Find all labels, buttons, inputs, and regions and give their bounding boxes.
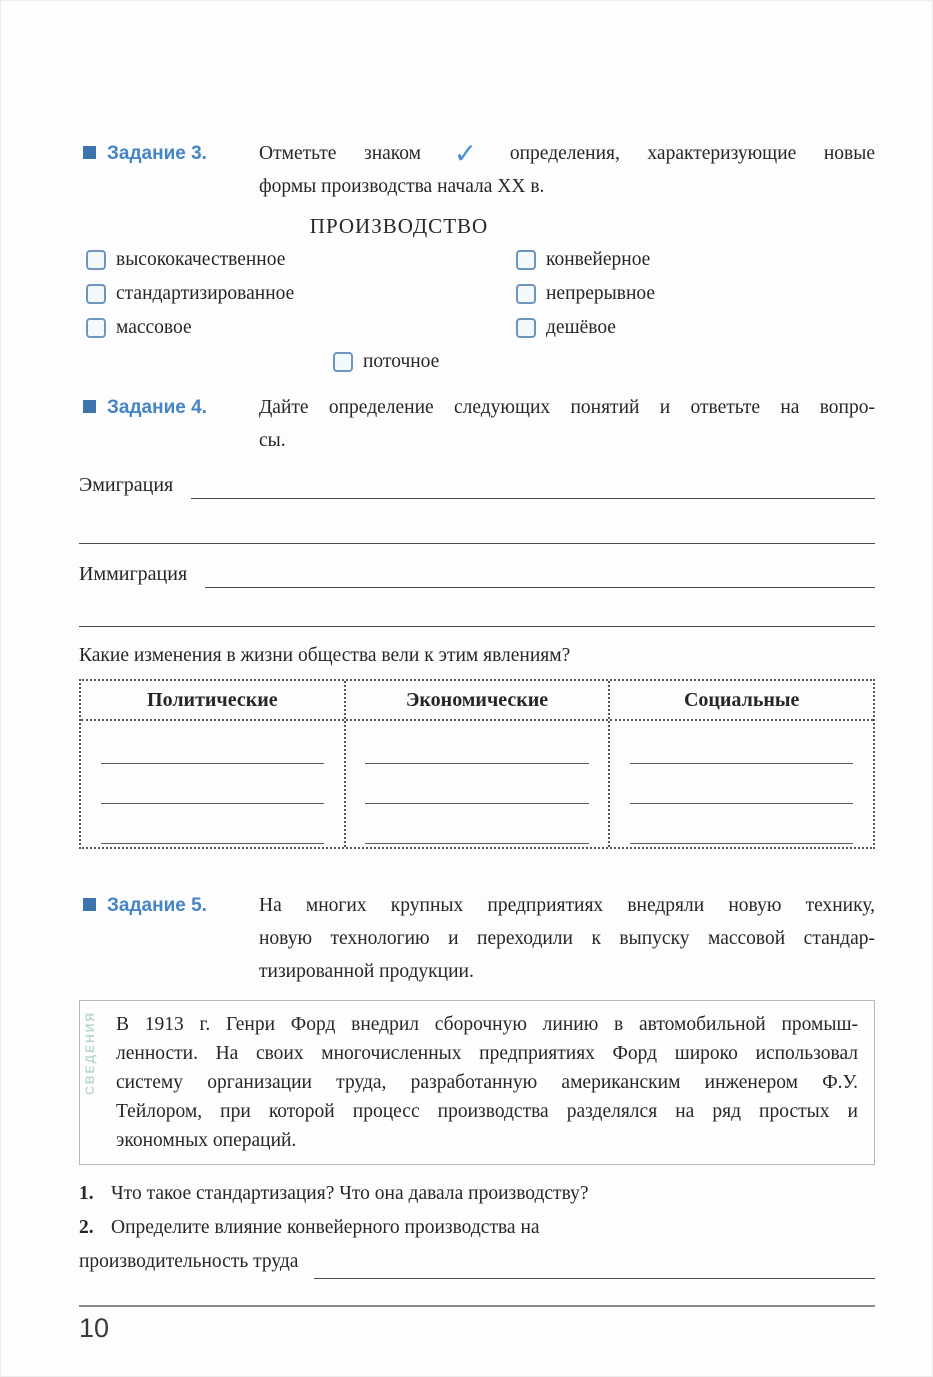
task3-text-after-check: определения, характеризующие новые — [509, 143, 875, 164]
question-continuation-text: производительность труда — [79, 1251, 299, 1272]
column-header: Политические — [81, 681, 344, 721]
checkbox-icon[interactable] — [516, 284, 536, 304]
option-label: конвейерное — [546, 249, 651, 270]
write-line[interactable] — [205, 564, 875, 588]
checkbox-options — [79, 247, 875, 375]
column-body — [346, 721, 609, 847]
write-line[interactable] — [365, 751, 588, 764]
ford-info-text — [116, 1010, 858, 1155]
checkbox-icon[interactable] — [516, 318, 536, 338]
page-content — [79, 137, 875, 1343]
task3-text-before-check: Отметьте знаком — [259, 143, 422, 164]
write-line[interactable] — [365, 831, 588, 844]
checkbox-icon[interactable] — [516, 250, 536, 270]
write-line[interactable] — [314, 1255, 875, 1279]
task-bullet-icon — [83, 898, 96, 911]
column-header: Экономические — [346, 681, 609, 721]
changes-table — [79, 679, 875, 849]
task4-section — [79, 391, 875, 457]
checkbox-row — [79, 315, 875, 341]
task4-header — [79, 391, 259, 457]
option-label: высококачественное — [116, 249, 286, 270]
write-line[interactable] — [101, 751, 324, 764]
emigration-term: Эмиграция — [79, 474, 174, 496]
task5-section — [79, 889, 875, 988]
option-deshevoe — [516, 315, 616, 341]
question-number: 2. — [79, 1217, 94, 1238]
write-line[interactable] — [79, 626, 875, 627]
immigration-row — [79, 560, 875, 588]
write-line[interactable] — [630, 791, 853, 804]
task4-instruction-line2: сы. — [259, 430, 286, 451]
checkbox-row — [79, 247, 875, 273]
option-nepreryvnoe — [516, 281, 655, 307]
checkbox-icon[interactable] — [86, 318, 106, 338]
write-line[interactable] — [101, 791, 324, 804]
option-label: поточное — [363, 351, 440, 372]
info-line: Тейлором, при которой процесс производства разделялся на ряд простых и — [116, 1101, 858, 1122]
task5-instruction-line1: На многих крупных предприятиях внедряли новую технику, — [259, 895, 875, 916]
option-label: массовое — [116, 317, 192, 338]
changes-question: Какие изменения в жизни общества вели к этим явлениям? — [79, 645, 571, 666]
column-body — [610, 721, 873, 847]
option-label: непрерывное — [546, 283, 656, 304]
option-konveyernoe — [516, 247, 650, 273]
task5-header — [79, 889, 259, 988]
option-label: стандартизированное — [116, 283, 295, 304]
write-line[interactable] — [191, 475, 875, 499]
info-line: систему организации труда, разработанную американским инженером Ф.У. — [116, 1072, 858, 1093]
checkbox-row — [79, 281, 875, 307]
task5-instruction — [259, 889, 875, 988]
task5-instruction-line3: тизированной продукции. — [259, 961, 474, 982]
table-column-economic — [344, 681, 609, 847]
write-line[interactable] — [79, 543, 875, 544]
task3-header — [79, 137, 259, 203]
option-standartizirovannoe — [79, 281, 516, 307]
task3-instruction-line1 — [259, 137, 875, 170]
option-potochnoe — [333, 349, 875, 375]
table-column-social — [608, 681, 873, 847]
task3-instruction-line2: формы производства начала XX в. — [259, 176, 545, 197]
question-text: Определите влияние конвейерного производства на — [111, 1217, 540, 1238]
task-bullet-icon — [83, 146, 96, 159]
page-number: 10 — [79, 1313, 110, 1343]
task5-instruction-line2: новую технологию и переходили к выпуску массовой стандар- — [259, 928, 875, 949]
info-box-side-label: СВЕДЕНИЯ — [83, 1011, 97, 1095]
table-column-political — [81, 681, 344, 847]
task4-instruction — [259, 391, 875, 457]
option-massovoe — [79, 315, 516, 341]
question-number: 1. — [79, 1183, 94, 1204]
checkbox-icon[interactable] — [86, 284, 106, 304]
immigration-term: Иммиграция — [79, 563, 188, 585]
option-vysokokachestvennoe — [79, 247, 516, 273]
emigration-row — [79, 471, 875, 499]
task-bullet-icon — [83, 400, 96, 413]
ford-info-box — [79, 1000, 875, 1165]
info-line: ленности. На своих многочисленных предприятиях Форд широко использовал — [116, 1043, 858, 1064]
write-line[interactable] — [630, 831, 853, 844]
info-line: экономных операций. — [116, 1130, 297, 1151]
checkbox-icon[interactable] — [86, 250, 106, 270]
task3-instruction — [259, 137, 875, 203]
production-heading: ПРОИЗВОДСТВО — [309, 214, 489, 238]
write-line[interactable] — [630, 751, 853, 764]
question-2 — [79, 1211, 875, 1245]
footer-rule — [79, 1305, 875, 1307]
task4-instruction-line1: Дайте определение следующих понятий и ответьте на вопро- — [259, 397, 875, 418]
info-line: В 1913 г. Генри Форд внедрил сборочную линию в автомобильной промыш- — [116, 1014, 858, 1035]
checkbox-icon[interactable] — [333, 352, 353, 372]
column-header: Социальные — [610, 681, 873, 721]
task5-label: Задание 5. — [107, 895, 207, 916]
write-line[interactable] — [365, 791, 588, 804]
task3-section — [79, 137, 875, 203]
task5-questions — [79, 1177, 875, 1279]
question-1 — [79, 1177, 875, 1211]
write-line[interactable] — [101, 831, 324, 844]
task4-label: Задание 4. — [107, 397, 207, 418]
checkmark-icon: ✓ — [431, 137, 500, 170]
column-body — [81, 721, 344, 847]
question-2-continuation — [79, 1245, 875, 1279]
question-text: Что такое стандартизация? Что она давала производству? — [111, 1183, 589, 1204]
option-label: дешёвое — [546, 317, 616, 338]
task3-label: Задание 3. — [107, 143, 207, 164]
